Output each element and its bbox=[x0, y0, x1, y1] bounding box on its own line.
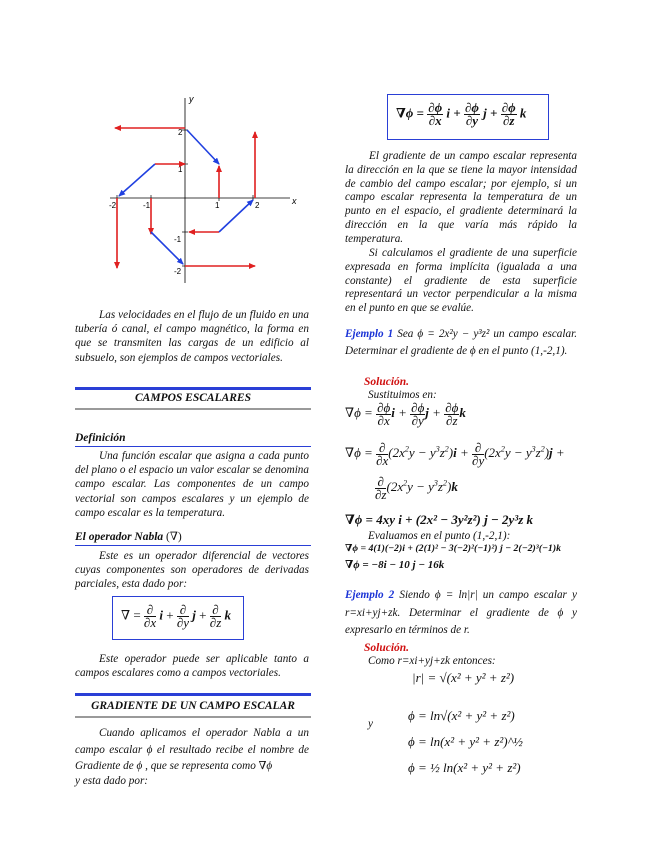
ex1-step-expand-1: ∇ϕ = $\frac{\partial}{\partial x}$ $(2x^2y - y^3z^2)i$ + $\frac{\partial}{\partial y}$ $(2x^2y - y^3z^2)j$ + bbox=[345, 440, 565, 468]
tick-y-neg2: -2 bbox=[174, 267, 182, 276]
heading-rule bbox=[75, 545, 311, 546]
path-arrow bbox=[187, 130, 219, 164]
gradient-formula-box: ∇ϕ = $\frac{\partial\phi}{\partial x}$ i + $\frac{\partial\phi}{\partial y}$ j + $\frac{\partial\phi}{\partial z}$ k bbox=[387, 94, 549, 140]
nabla-formula-box: ∇ = $\frac{\partial}{\partial x}$ i + $\frac{\partial}{\partial y}$ j + $\frac{\partial}{\partial z}$ k bbox=[112, 596, 244, 640]
example-1-text: Sea ϕ = 2x²y − y³z² un campo escalar. Determinar el gradiente de ϕ en el punto (1,-2,1). bbox=[345, 328, 577, 357]
heading-rule bbox=[75, 446, 311, 447]
tick-y-2: 2 bbox=[178, 128, 183, 137]
gradient-formula-text bbox=[388, 95, 389, 96]
path-arrow bbox=[219, 200, 253, 232]
example-2-statement bbox=[345, 587, 577, 640]
ex1-step-expand-2: $\frac{\partial}{\partial z}$ $(2x^2y - y^3z^2)k$ bbox=[375, 474, 458, 502]
gradient-intro: Cuando aplicamos el operador Nabla a un campo escalar ϕ el resultado recibe el nombre de Gradiente de ϕ , que se representa como ∇ϕ bbox=[75, 727, 309, 772]
nabla-formula-text bbox=[113, 597, 114, 598]
example-2-label: Ejemplo 2 bbox=[345, 589, 395, 601]
solution-label-1: Solución. bbox=[364, 376, 410, 388]
vector-field-figure bbox=[100, 88, 310, 288]
ex2-line-2: ϕ = ln(x² + y² + z²)^½ bbox=[408, 734, 523, 749]
example-2-text: Siendo ϕ = ln|r| un campo escalar y r=xi+yj+zk. Determinar el gradiente de ϕ y expresarlo en términos de r. bbox=[345, 589, 577, 636]
gradient-intro-end: y esta dado por: bbox=[75, 775, 149, 787]
nabla-symbol: (∇) bbox=[166, 531, 182, 543]
gradient-surface: Si calculamos el gradiente de una superficie expresada en forma implícita (igualada a una constante) el gradiente de esta superficie representará un vector perpendicular a la misma en el punto en que se evalúe. bbox=[345, 247, 577, 315]
ex1-step-result: ∇ϕ = 4xy i + (2x² − 3y²z²) j − 2y³z k bbox=[345, 512, 534, 527]
tick-y-1: 1 bbox=[178, 165, 183, 174]
ex1-eval-line: ∇ϕ = 4(1)(−2)i + (2(1)² − 3(−2)²(−1)²) j − 2(−2)³(−1)k bbox=[345, 543, 561, 554]
example-1-statement bbox=[345, 326, 577, 360]
section-title-campos-escalares: CAMPOS ESCALARES bbox=[134, 392, 251, 404]
section-title-gradiente: GRADIENTE DE UN CAMPO ESCALAR bbox=[91, 700, 295, 712]
example-1-label: Ejemplo 1 bbox=[345, 328, 394, 340]
section-rule bbox=[75, 693, 311, 696]
definition-text: Una función escalar que asigna a cada punto del plano o el espacio un valor escalar se denomina campo escalar. Las componentes de un campo vectorial son campos escalares y un ejemplo de campo escalar es la temperatura. bbox=[75, 450, 309, 519]
section-rule bbox=[75, 716, 311, 718]
ex1-step-grad: ∇ϕ = $\frac{\partial\phi}{\partial x}$ i + $\frac{\partial\phi}{\partial y}$ j + $\frac{\partial\phi}{\partial z}$ k bbox=[345, 400, 466, 428]
figure-caption: Las velocidades en el flujo de un fluido en una tubería ó canal, el campo magnético, la forma en que se transmiten las cargas de un edificio al subsuelo, son ejemplos de campos vectoriales. bbox=[75, 309, 309, 364]
nabla-applicability: Este operador puede ser aplicable tanto a campos escalares como a campos vectoriales. bbox=[75, 653, 309, 680]
ex2-como: Como r=xi+yj+zk entonces: bbox=[368, 655, 496, 667]
tick-y-neg1: -1 bbox=[174, 235, 182, 244]
nabla-title: El operador Nabla bbox=[75, 531, 164, 543]
tick-x-2: 2 bbox=[255, 201, 260, 210]
ex1-final: ∇ϕ = −8i − 10 j − 16k bbox=[345, 559, 445, 571]
tick-x-1: 1 bbox=[215, 201, 220, 210]
solution-label-2: Solución. bbox=[364, 642, 410, 654]
nabla-text: Este es un operador diferencial de vectores cuyas componentes son operadores de derivadas parciales, esta dado por: bbox=[75, 550, 309, 591]
path-arrow bbox=[119, 164, 155, 196]
ex2-line-3: ϕ = ½ ln(x² + y² + z²) bbox=[408, 760, 521, 775]
evaluate-text: Evaluamos en el punto (1,-2,1): bbox=[368, 530, 511, 542]
nabla-heading bbox=[75, 529, 182, 543]
section-rule bbox=[75, 387, 311, 390]
ex2-line-1: ϕ = ln√(x² + y² + z²) bbox=[408, 708, 515, 723]
ex2-modulus: |r| = √(x² + y² + z²) bbox=[412, 670, 515, 685]
gradient-meaning: El gradiente de un campo escalar representa la dirección en la que se tiene la mayor intensidad de cambio del campo escalar; por ejemplo, si un campo escalar representa la temperatura de un punto en el espacio, el gradiente determinará la dirección en la que varía más rápido la temperatura. bbox=[345, 150, 577, 245]
y-axis-label: y bbox=[189, 94, 194, 104]
section-rule bbox=[75, 408, 311, 410]
x-axis-label: x bbox=[292, 196, 297, 206]
ex2-y: y bbox=[368, 718, 373, 730]
tick-x-neg2: -2 bbox=[109, 201, 117, 210]
tick-x-neg1: -1 bbox=[143, 201, 151, 210]
definition-title: Definición bbox=[75, 432, 126, 444]
substitute-text: Sustituimos en: bbox=[368, 389, 437, 401]
